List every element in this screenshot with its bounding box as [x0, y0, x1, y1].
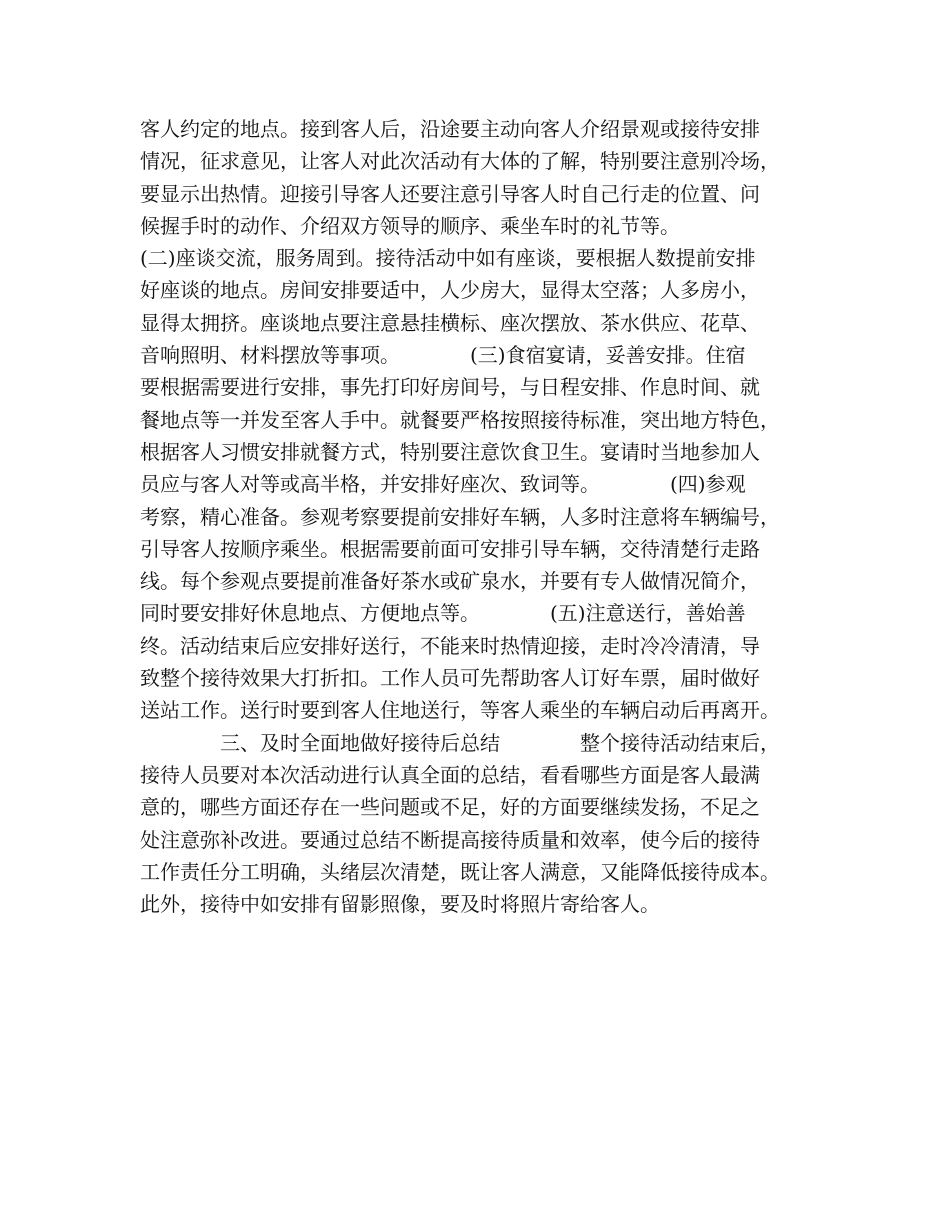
text-line: 三、及时全面地做好接待后总结 整个接待活动结束后，	[140, 730, 780, 755]
text-line: 致整个接待效果大打折扣。工作人员可先帮助客人订好车票，届时做好	[140, 666, 760, 691]
text-line: 同时要安排好休息地点、方便地点等。 (五)注意送行，善始善	[140, 601, 746, 626]
text-line: 意的，哪些方面还存在一些问题或不足，好的方面要继续发扬，不足之	[140, 795, 760, 820]
text-line: 音响照明、材料摆放等事项。 (三)食宿宴请，妥善安排。住宿	[140, 343, 746, 368]
body-text	[140, 113, 830, 920]
text-line: 要显示出热情。迎接引导客人还要注意引导客人时自己行走的位置、问	[140, 181, 760, 206]
text-line: 接待人员要对本次活动进行认真全面的总结，看看哪些方面是客人最满	[140, 762, 760, 787]
text-line: 此外，接待中如安排有留影照像，要及时将照片寄给客人。	[140, 892, 660, 917]
text-line: (二)座谈交流，服务周到。接待活动中如有座谈，要根据人数提前安排	[140, 246, 756, 271]
text-line: 候握手时的动作、介绍双方领导的顺序、乘坐车时的礼节等。	[140, 213, 680, 238]
text-line: 线。每个参观点要提前准备好茶水或矿泉水，并要有专人做情况简介，	[140, 569, 760, 594]
text-line: 终。活动结束后应安排好送行，不能来时热情迎接，走时冷冷清清，导	[140, 633, 760, 658]
text-line: 处注意弥补改进。要通过总结不断提高接待质量和效率，使今后的接待	[140, 827, 760, 852]
text-line: 工作责任分工明确，头绪层次清楚，既让客人满意，又能降低接待成本。	[140, 859, 780, 884]
text-line: 引导客人按顺序乘坐。根据需要前面可安排引导车辆，交待清楚行走路	[140, 536, 760, 561]
text-line: 餐地点等一并发至客人手中。就餐要严格按照接待标准，突出地方特色，	[140, 407, 780, 432]
text-line: 客人约定的地点。接到客人后，沿途要主动向客人介绍景观或接待安排	[140, 117, 760, 141]
text-line: 送站工作。送行时要到客人住地送行，等客人乘坐的车辆启动后再离开。	[140, 698, 780, 723]
text-line: 要根据需要进行安排，事先打印好房间号，与日程安排、作息时间、就	[140, 375, 760, 400]
text-line: 员应与客人对等或高半格，并安排好座次、致词等。 (四)参观	[140, 472, 746, 497]
text-line: 情况，征求意见，让客人对此次活动有大体的了解，特别要注意别冷场，	[140, 149, 780, 174]
text-line: 好座谈的地点。房间安排要适中，人少房大，显得太空落；人多房小，	[140, 278, 760, 303]
text-line: 根据客人习惯安排就餐方式，特别要注意饮食卫生。宴请时当地参加人	[140, 439, 760, 464]
text-line: 显得太拥挤。座谈地点要注意悬挂横标、座次摆放、茶水供应、花草、	[140, 310, 760, 335]
text-line: 考察，精心准备。参观考察要提前安排好车辆，人多时注意将车辆编号，	[140, 504, 780, 529]
